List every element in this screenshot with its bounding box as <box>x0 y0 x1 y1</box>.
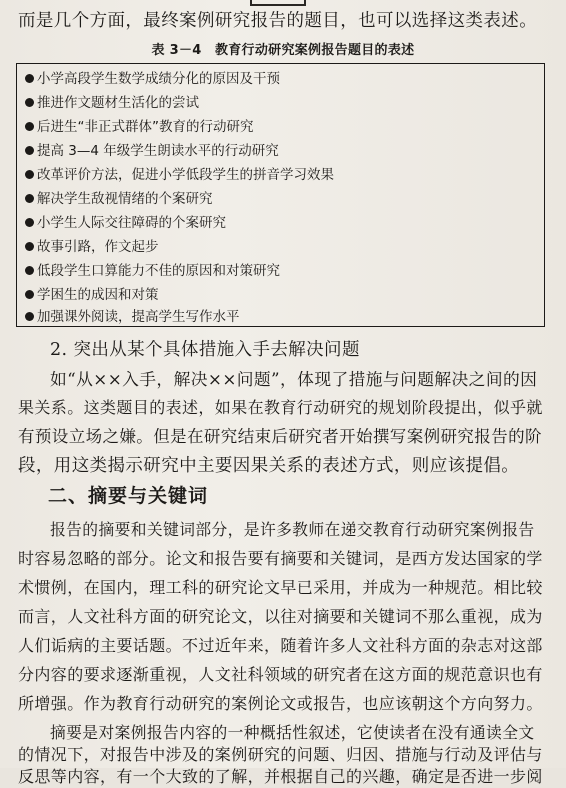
body-text-line: 果关系。这类题目的表述，如果在教育行动研究的规划阶段提出，似乎就 <box>18 398 543 417</box>
body-text-line: 分内容的要求逐渐重视，人文社科领域的研究者在这方面的规范意识也有 <box>18 665 543 684</box>
bullet-icon <box>25 218 34 227</box>
body-text-line: 如“从××入手，解决××问题”，体现了措施与问题解决之间的因 <box>50 369 538 389</box>
table-item: 提高 3—4 年级学生朗读水平的行动研究 <box>25 142 279 160</box>
body-text-line: 摘要是对案例报告内容的一种概括性叙述，它使读者在没有通读全文 <box>50 723 535 742</box>
table-caption: 表 3－4 教育行动研究案例报告题目的表述 <box>151 43 415 58</box>
table-item: 小学生人际交往障碍的个案研究 <box>25 214 226 232</box>
table-item: 改革评价方法，促进小学低段学生的拼音学习效果 <box>25 166 334 184</box>
body-text-line: 所增强。作为教育行动研究的案例论文或报告，也应该朝这个方向努力。 <box>18 694 543 713</box>
subsection-title: 2. 突出从某个具体措施入手去解决问题 <box>50 340 360 360</box>
body-text-line: 的情况下，对报告中涉及的案例研究的问题、归因、措施与行动及评估与 <box>18 745 543 764</box>
body-text-line: 而言，人文社科方面的研究论文，以往对摘要和关键词不那么重视，成为 <box>18 607 543 626</box>
bullet-icon <box>25 98 34 107</box>
bullet-icon <box>25 266 34 275</box>
body-text-line: 反思等内容，有一个大致的了解，并根据自己的兴趣，确定是否进一步阅 <box>18 767 543 786</box>
intro-text-line: 而是几个方面，最终案例研究报告的题目，也可以选择这类表述。 <box>18 11 538 31</box>
table-item: 低段学生口算能力不佳的原因和对策研究 <box>25 262 280 280</box>
bullet-icon <box>25 170 34 179</box>
section-heading: 二、摘要与关键词 <box>48 485 209 507</box>
table-item: 小学高段学生数学成绩分化的原因及干预 <box>25 70 280 88</box>
bullet-icon <box>25 290 34 299</box>
bullet-icon <box>25 194 34 203</box>
title-examples-table <box>16 63 545 327</box>
bullet-icon <box>25 146 34 155</box>
table-item: 加强课外阅读，提高学生写作水平 <box>25 308 240 326</box>
body-text-line: 段，用这类揭示研究中主要因果关系的表述方式，则应该提倡。 <box>18 456 520 476</box>
table-item: 解决学生敌视情绪的个案研究 <box>25 190 213 208</box>
table-item: 故事引路，作文起步 <box>25 238 159 256</box>
body-text-line: 术惯例，在国内，理工科的研究论文早已采用，并成为一种规范。相比较 <box>18 578 543 597</box>
table-item: 推进作文题材生活化的尝试 <box>25 94 199 112</box>
table-item: 学困生的成因和对策 <box>25 286 159 304</box>
bullet-icon <box>25 122 34 131</box>
bullet-icon <box>25 312 34 321</box>
body-text-line: 时容易忽略的部分。论文和报告要有摘要和关键词，是西方发达国家的学 <box>18 549 543 568</box>
body-text-line: 有预设立场之嫌。但是在研究结束后研究者开始撰写案例研究报告的阶 <box>18 427 542 446</box>
body-text-line: 人们诟病的主要话题。不过近年来，随着许多人文社科方面的杂志对这部 <box>18 636 543 655</box>
bullet-icon <box>25 74 34 83</box>
body-text-line: 报告的摘要和关键词部分，是许多教师在递交教育行动研究案例报告 <box>50 520 535 539</box>
bullet-icon <box>25 242 34 251</box>
table-item: 后进生“非正式群体”教育的行动研究 <box>25 118 254 136</box>
page-top-marker <box>250 0 306 6</box>
